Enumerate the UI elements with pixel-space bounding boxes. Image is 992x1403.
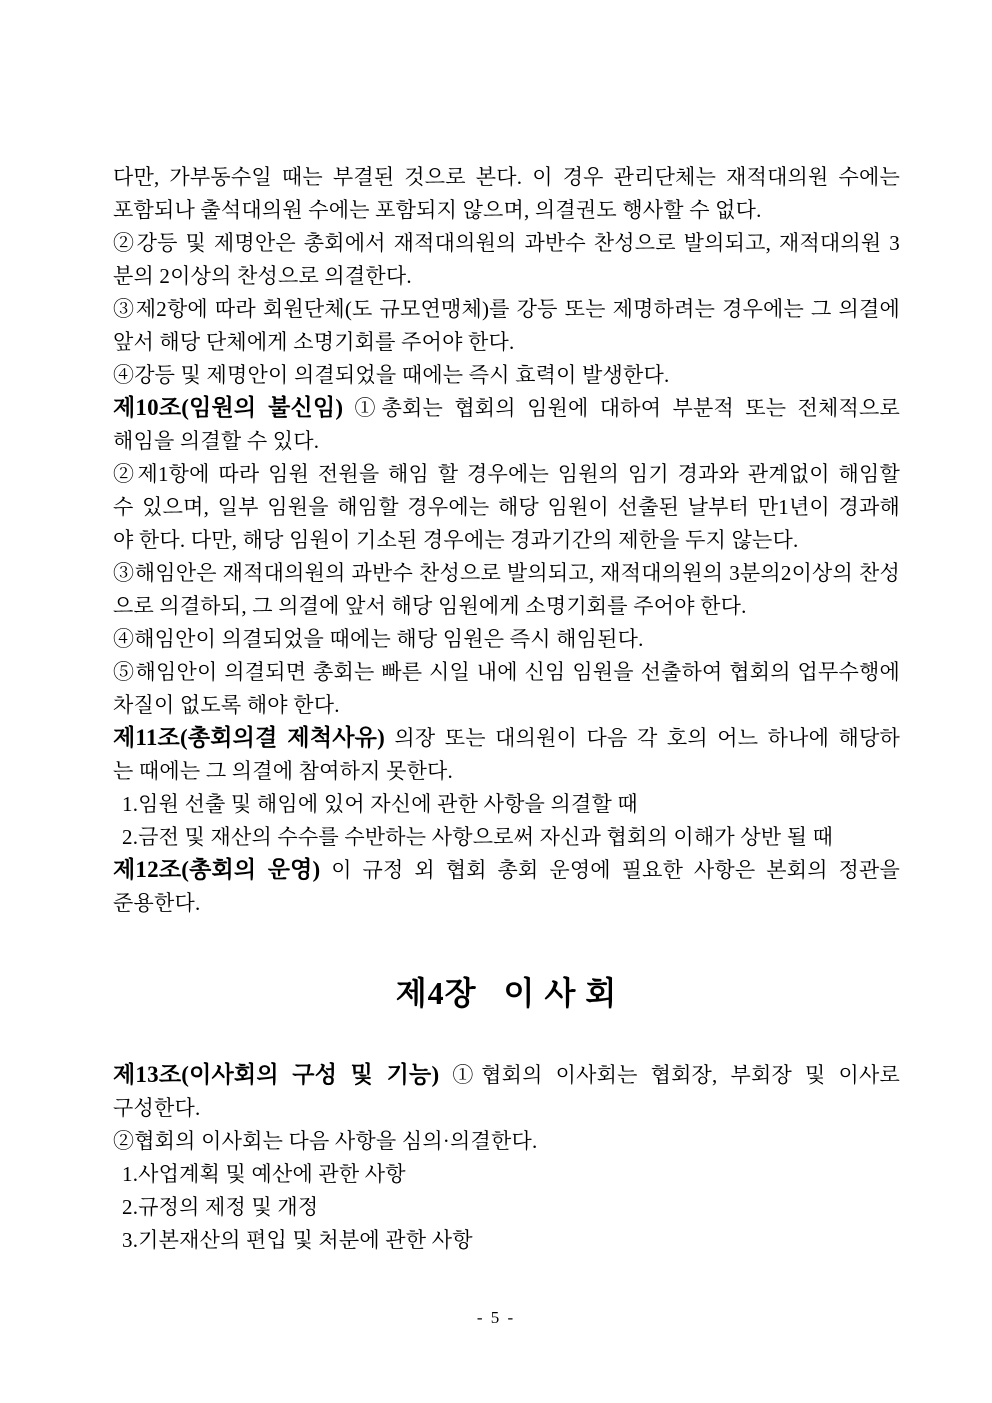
line-text: 야 한다. 다만, 해당 임원이 기소된 경우에는 경과기간의 제한을 두지 않는다. (113, 528, 799, 552)
line-text: 수 있으며, 일부 임원을 해임할 경우에는 해당 임원이 선출된 날부터 만1년이 경과해 (113, 495, 900, 519)
text-line (113, 358, 900, 391)
text-line (113, 589, 900, 622)
article-title: 제11조(총회의결 제척사유) (113, 725, 385, 750)
list-item (113, 1157, 900, 1190)
line-text: ⑤해임안이 의결되면 총회는 빠른 시일 내에 신임 임원을 선출하여 협회의 업무수행에 (113, 660, 900, 684)
line-text: 준용한다. (113, 891, 201, 915)
line-text: 이 규정 외 협회 총회 운영에 필요한 사항은 본회의 정관을 (320, 858, 900, 882)
line-text: 포함되나 출석대의원 수에는 포함되지 않으며, 의결권도 행사할 수 없다. (113, 198, 762, 222)
list-item (113, 820, 900, 853)
list-item (113, 1223, 900, 1256)
line-text: 앞서 해당 단체에게 소명기회를 주어야 한다. (113, 330, 515, 354)
text-line (113, 391, 900, 424)
body-text-section2 (113, 1058, 900, 1256)
text-line (113, 292, 900, 325)
line-text: ④해임안이 의결되었을 때에는 해당 임원은 즉시 해임된다. (113, 627, 644, 651)
line-text: 3.기본재산의 편입 및 처분에 관한 사항 (122, 1228, 473, 1252)
text-line (113, 886, 900, 919)
line-text: 1.사업계획 및 예산에 관한 사항 (122, 1162, 406, 1186)
list-item (113, 1190, 900, 1223)
text-line (113, 193, 900, 226)
text-line (113, 721, 900, 754)
text-line (113, 226, 900, 259)
line-text: 해임을 의결할 수 있다. (113, 429, 320, 453)
line-text: ①총회는 협회의 임원에 대하여 부분적 또는 전체적으로 (343, 396, 900, 420)
line-text: 차질이 없도록 해야 한다. (113, 693, 340, 717)
chapter-heading: 제4장 이 사 회 (395, 975, 618, 1011)
text-line (113, 754, 900, 787)
text-line (113, 688, 900, 721)
line-text: 다만, 가부동수일 때는 부결된 것으로 본다. 이 경우 관리단체는 재적대의원 수에는 (113, 165, 900, 189)
text-line (113, 490, 900, 523)
page-number: - 5 - (476, 1308, 516, 1327)
body-text (113, 160, 900, 919)
line-text: 으로 의결하되, 그 의결에 앞서 해당 임원에게 소명기회를 주어야 한다. (113, 594, 747, 618)
line-text: 의장 또는 대의원이 다음 각 호의 어느 하나에 해당하 (384, 726, 900, 750)
text-line (113, 325, 900, 358)
text-line (113, 622, 900, 655)
text-line (113, 523, 900, 556)
line-text: ④강등 및 제명안이 의결되었을 때에는 즉시 효력이 발생한다. (113, 363, 670, 387)
list-item (113, 787, 900, 820)
line-text: ①협회의 이사회는 협회장, 부회장 및 이사로 (439, 1063, 900, 1087)
text-line (113, 160, 900, 193)
text-line (113, 655, 900, 688)
article-title: 제12조(총회의 운영) (113, 857, 321, 882)
text-line (113, 853, 900, 886)
line-text: ②강등 및 제명안은 총회에서 재적대의원의 과반수 찬성으로 발의되고, 재적대의원 3 (113, 231, 900, 255)
line-text: 2.금전 및 재산의 수수를 수반하는 사항으로써 자신과 협회의 이해가 상반 될 때 (122, 825, 834, 849)
text-line (113, 457, 900, 490)
line-text: ③해임안은 재적대의원의 과반수 찬성으로 발의되고, 재적대의원의 3분의2이상의 찬성 (113, 561, 900, 585)
text-line (113, 1058, 900, 1091)
line-text: 2.규정의 제정 및 개정 (122, 1195, 319, 1219)
text-line (113, 1091, 900, 1124)
text-line (113, 556, 900, 589)
line-text: 분의 2이상의 찬성으로 의결한다. (113, 264, 412, 288)
text-line (113, 1124, 900, 1157)
article-title: 제13조(이사회의 구성 및 기능) (113, 1062, 440, 1087)
line-text: 는 때에는 그 의결에 참여하지 못한다. (113, 759, 453, 783)
text-line (113, 259, 900, 292)
text-line (113, 424, 900, 457)
line-text: 1.임원 선출 및 해임에 있어 자신에 관한 사항을 의결할 때 (122, 792, 638, 816)
line-text: ②제1항에 따라 임원 전원을 해임 할 경우에는 임원의 임기 경과와 관계없이 해임할 (113, 462, 900, 486)
line-text: ③제2항에 따라 회원단체(도 규모연맹체)를 강등 또는 제명하려는 경우에는 그 의결에 (113, 297, 900, 321)
line-text: 구성한다. (113, 1096, 201, 1120)
line-text: ②협회의 이사회는 다음 사항을 심의·의결한다. (113, 1129, 538, 1153)
article-title: 제10조(임원의 불신임) (113, 395, 344, 420)
